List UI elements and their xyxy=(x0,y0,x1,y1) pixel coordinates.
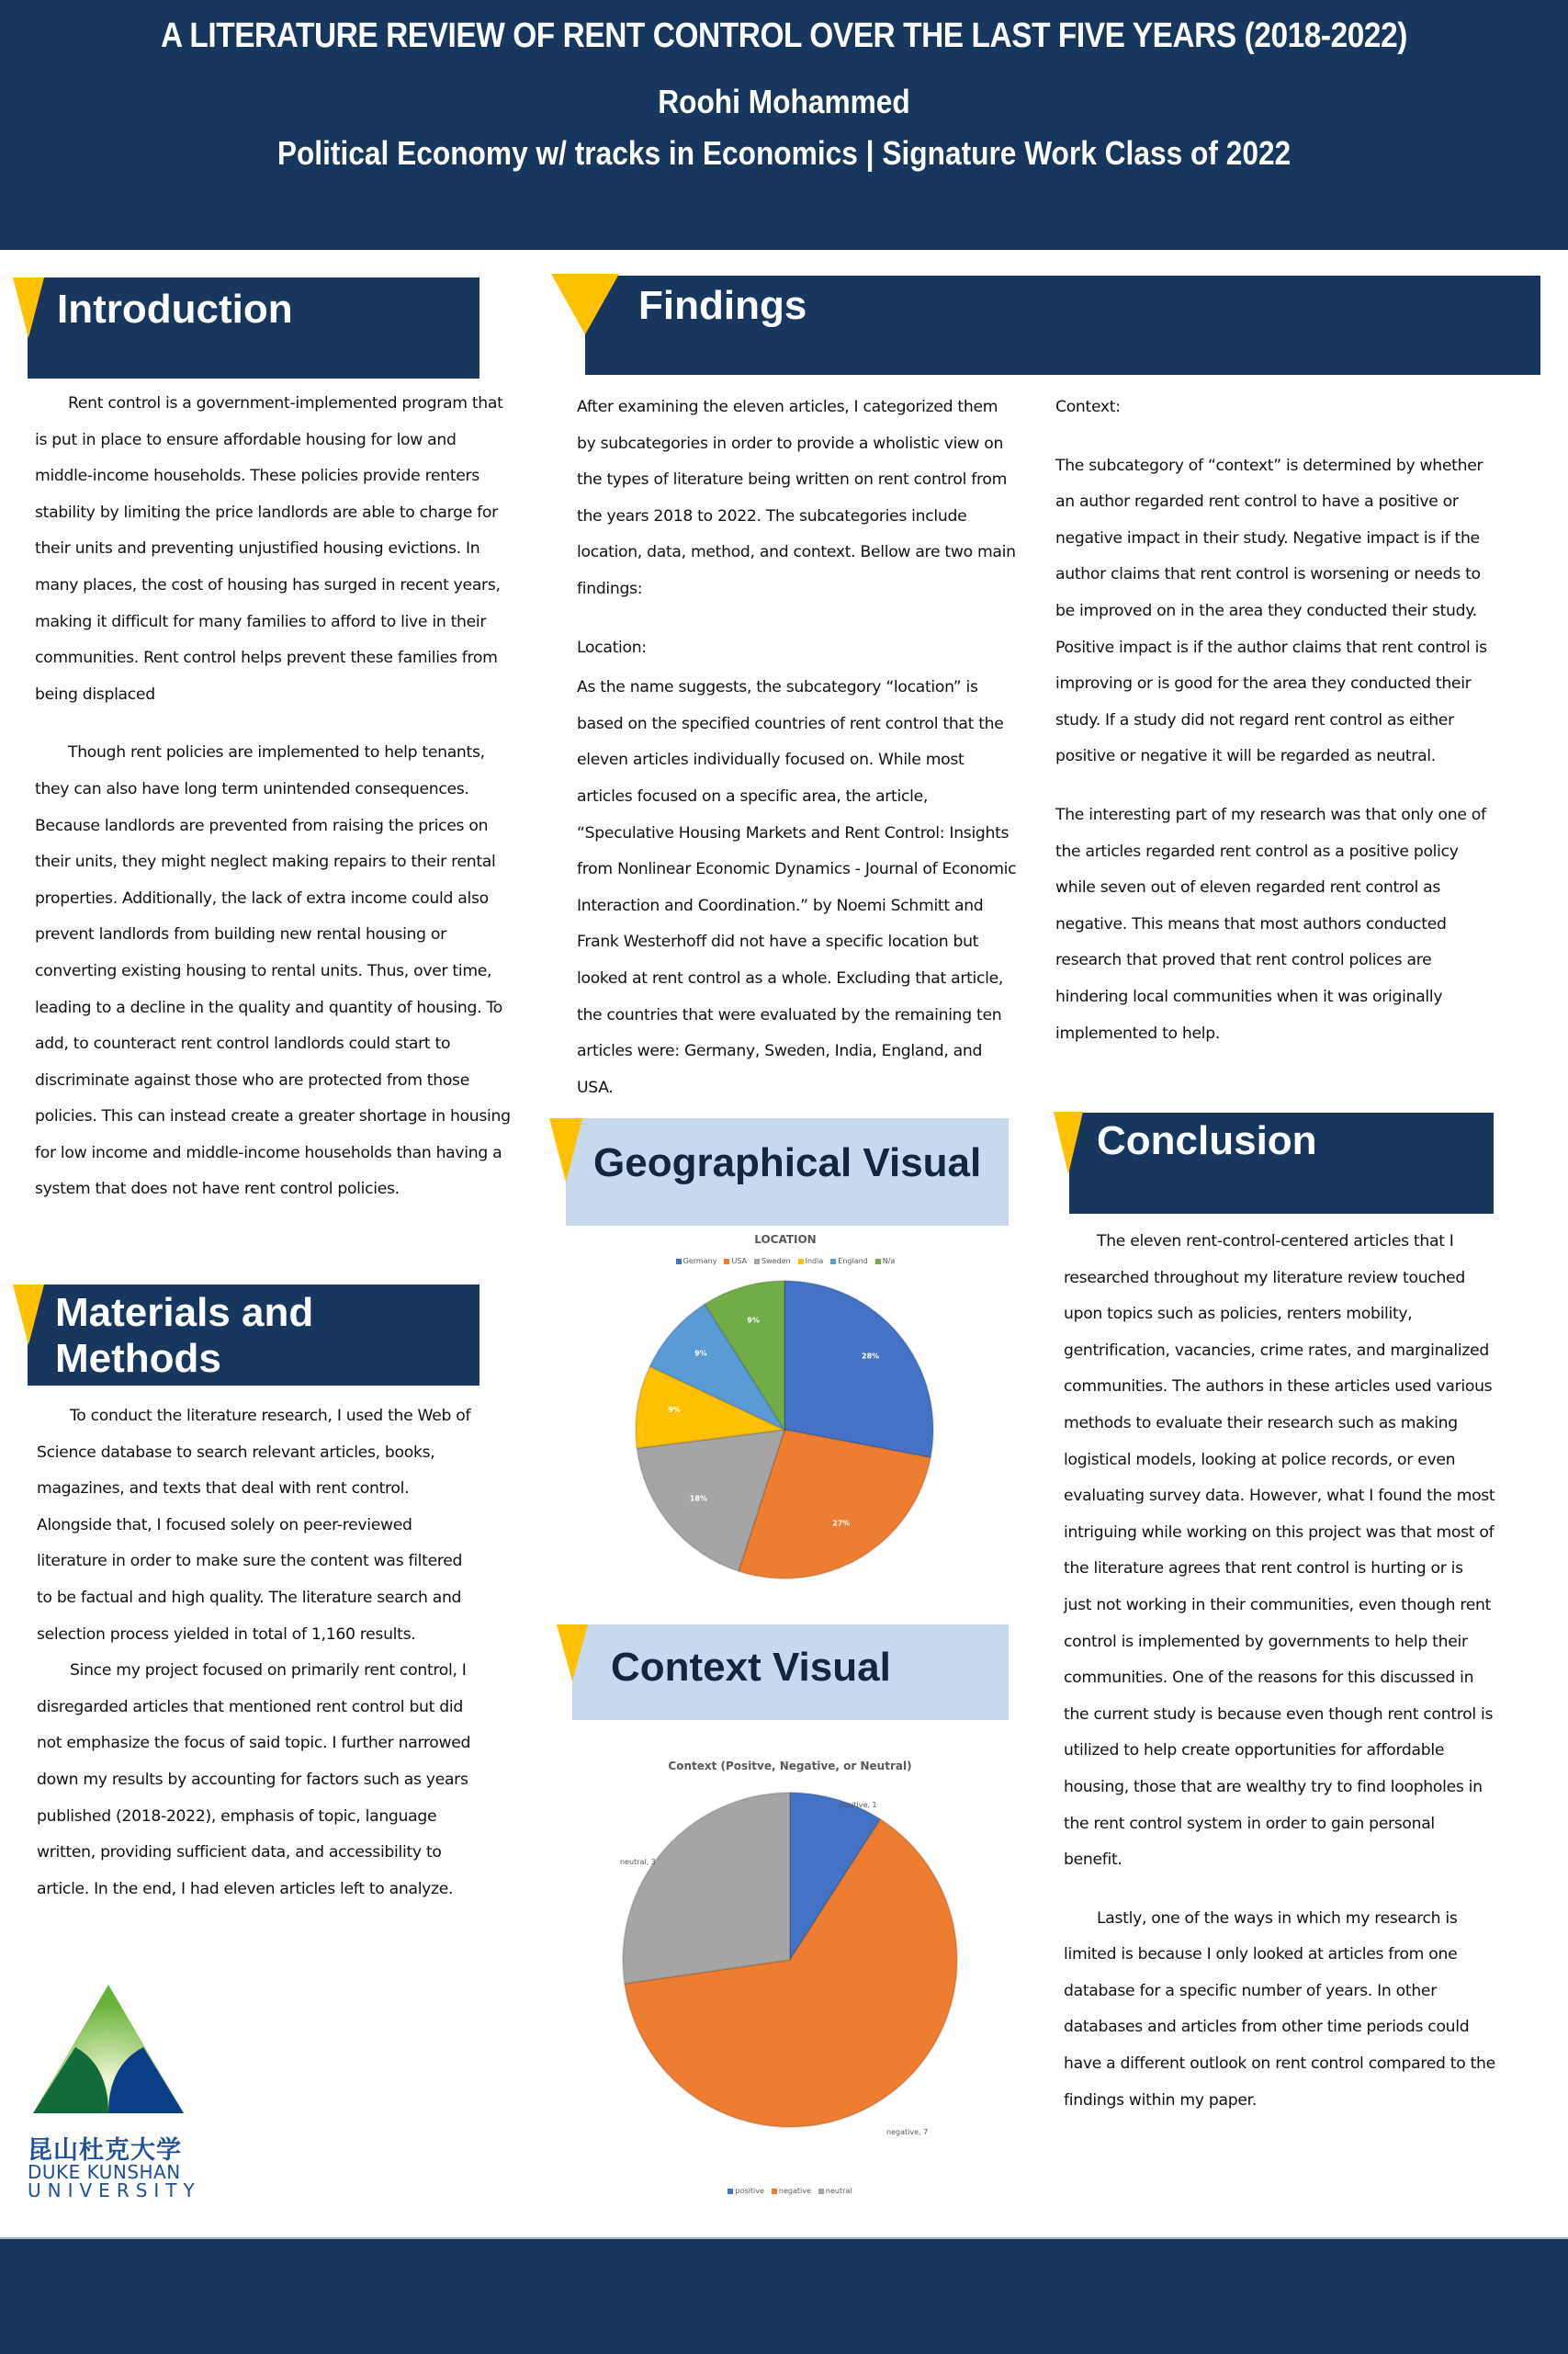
materials-methods-heading xyxy=(55,1290,313,1382)
findings-intro: After examining the eleven articles, I categorized them by subcategories in order to provide a wholistic view on the types of literature being written on rent control from the years 2018 to 2022. The subcategories include location, data, method, and context. Bellow are two main findings: xyxy=(577,398,1016,598)
logo-line-2: UNIVERSITY xyxy=(28,2179,201,2201)
findings-right-body xyxy=(1055,390,1496,1052)
legend-item-positive: positive xyxy=(728,2187,763,2195)
legend-item-na: N/a xyxy=(875,1257,896,1265)
context-chart-legend xyxy=(680,2187,900,2195)
context-chart-title: Context (Positve, Negative, or Neutral) xyxy=(668,1760,912,1772)
positive-data-label: positive, 1 xyxy=(839,1801,877,1809)
conclusion-body xyxy=(1064,1224,1495,2119)
logo-line-1: DUKE KUNSHAN xyxy=(28,2161,181,2183)
accent-triangle-icon xyxy=(551,274,619,334)
poster-header xyxy=(0,0,1568,250)
findings-header xyxy=(585,276,1540,375)
accent-triangle-icon xyxy=(557,1624,588,1681)
introduction-header xyxy=(28,277,479,379)
context-pie-chart xyxy=(606,1792,974,2141)
mm-paragraph-2: Since my project focused on primarily rent control, I disregarded articles that mentioned rent control but did not emphasize the focus of said topic. I further narrowed down my results by accounting for factors such as years published (2018-2022), emphasis of topic, language written, providing sufficient data, and accessibility to article. In the end, I had eleven articles left to analyze. xyxy=(37,1661,471,1898)
legend-item-negative: negative xyxy=(772,2187,811,2195)
pie-percent-label: 18% xyxy=(689,1494,707,1503)
location-text: As the name suggests, the subcategory “location” is based on the specified countries of rent control that the eleven articles individually focused on. While most articles focused on a specific area, the article, “Speculative Housing Markets and Rent Control: Insights from Nonlinear Economic Dynamics - Journal of Economic Interaction and Coordination.” by Noemi Schmitt and Frank Westerhoff did not have a specific location but looked at rent control as a whole. Excluding that article, the countries that were evaluated by the remaining ten articles were: Germany, Sweden, India, England, and USA. xyxy=(577,678,1017,1097)
author-name: Roohi Mohammed xyxy=(658,83,910,120)
context-text: The subcategory of “context” is determined by whether an author regarded rent control to have a positive or negative impact in their study. Negative impact is if the author claims that rent control is worsening or needs to be improved on in the area they conducted their study. Positive impact is if the author claims that rent control is improving or is good for the area they conducted their study. If a study did not regard rent control as either positive or negative it will be regarded as neutral. xyxy=(1055,456,1487,766)
negative-data-label: negative, 7 xyxy=(886,2128,929,2136)
materials-methods-header xyxy=(28,1285,479,1386)
legend-item-sweden: Sweden xyxy=(754,1257,791,1265)
duke-kunshan-logo-icon xyxy=(28,1983,189,2116)
context-visual-heading: Context Visual xyxy=(611,1645,891,1690)
intro-paragraph-1: Rent control is a government-implemented program that is put in place to ensure affordable housing for low and middle-income households. These policies provide renters stability by limiting the price landlords are able to charge for their units and preventing unjustified housing evictions. In many places, the cost of housing has surged in recent years, making it difficult for many families to afford to live in their communities. Rent control helps prevent these families from being displaced xyxy=(35,394,503,704)
geo-visual-header xyxy=(566,1118,1009,1226)
context-label: Context: xyxy=(1055,398,1121,416)
location-label: Location: xyxy=(577,638,647,657)
location-pie-chart xyxy=(632,1279,944,1582)
neutral-data-label: neutral, 3 xyxy=(620,1858,656,1866)
findings-heading: Findings xyxy=(638,283,807,328)
poster-footer xyxy=(0,2237,1568,2354)
pie-percent-label: 28% xyxy=(862,1352,880,1361)
heading-line-1: Materials and xyxy=(55,1290,314,1335)
pie-percent-label: 9% xyxy=(747,1316,760,1325)
interesting-text: The interesting part of my research was that only one of the articles regarded rent control as a positive policy while seven out of eleven regarded rent control as negative. This means that most authors conducted research that proved that rent control polices are hindering local communities when it was originally implemented to help. xyxy=(1055,805,1486,1043)
mm-paragraph-1: To conduct the literature research, I used the Web of Science database to search relevant articles, books, magazines, and texts that deal with rent control. Alongside that, I focused solely on peer-reviewed literature in order to make sure the content was filtered to be factual and high quality. The literature search and selection process yielded in total of 1,160 results. xyxy=(37,1407,471,1644)
accent-triangle-icon xyxy=(1054,1112,1083,1174)
poster-title: A LITERATURE REVIEW OF RENT CONTROL OVER THE LAST FIVE YEARS (2018-2022) xyxy=(161,17,1407,55)
conclusion-heading: Conclusion xyxy=(1097,1118,1317,1163)
legend-item-neutral: neutral xyxy=(818,2187,852,2195)
legend-item-england: England xyxy=(830,1257,867,1265)
conclusion-paragraph-2: Lastly, one of the ways in which my research is limited is because I only looked at articles from one database for a specific number of years. In other databases and articles from other time periods could have a different outlook on rent control compared to the findings within my paper. xyxy=(1064,1908,1495,2110)
findings-left-body xyxy=(577,390,1018,1106)
intro-paragraph-2: Though rent policies are implemented to help tenants, they can also have long term unintended consequences. Because landlords are prevented from raising the prices on their units, they might neglect making repairs to their rental properties. Additionally, the lack of extra income could also prevent landlords from building new rental housing or converting existing housing to rental units. Thus, over time, leading to a decline in the quality and quantity of housing. To add, to counteract rent control landlords could start to discriminate against those who are protected from those policies. This can instead create a greater shortage in housing for low income and middle-income households than having a system that does not have rent control policies. xyxy=(35,743,511,1199)
pie-slice-neutral xyxy=(623,1793,790,1984)
materials-methods-body xyxy=(37,1398,478,1907)
accent-triangle-icon xyxy=(549,1118,582,1183)
context-visual-header xyxy=(572,1624,1009,1720)
pie-percent-label: 9% xyxy=(668,1405,681,1414)
conclusion-header xyxy=(1069,1113,1494,1214)
pie-percent-label: 27% xyxy=(832,1519,851,1528)
program-line: Political Economy w/ tracks in Economics | Signature Work Class of 2022 xyxy=(276,134,1292,172)
accent-triangle-icon xyxy=(13,1285,44,1345)
logo-chinese-name: 昆山杜克大学 xyxy=(28,2136,182,2165)
introduction-body xyxy=(35,386,513,1208)
conclusion-paragraph-1: The eleven rent-control-centered articles that I researched throughout my literature review touched upon topics such as policies, renters mobility, gentrification, vacancies, crime rates, and marginalized communities. The authors in these articles used various methods to evaluate their research such as making logistical models, looking at police records, or even evaluating survey data. However, what I found the most intriguing while working on this project was that most of the literature agrees that rent control is hurting or is just not working in their communities, even though rent control is implemented by governments to help their communities. One of the reasons for this discussed in the current study is because even though rent control is utilized to help create opportunities for affordable housing, those that are wealthy try to find loopholes in the rent control system in order to gain personal benefit. xyxy=(1064,1232,1495,1870)
location-chart-legend xyxy=(643,1257,928,1265)
accent-triangle-icon xyxy=(13,277,44,338)
legend-item-germany: Germany xyxy=(676,1257,717,1265)
heading-line-2: Methods xyxy=(55,1336,221,1381)
pie-slice-germany xyxy=(784,1281,933,1457)
legend-item-usa: USA xyxy=(724,1257,747,1265)
introduction-heading: Introduction xyxy=(57,287,293,332)
pie-percent-label: 9% xyxy=(694,1349,707,1358)
geo-visual-heading: Geographical Visual xyxy=(593,1140,982,1185)
location-chart-title: LOCATION xyxy=(754,1233,817,1246)
legend-item-india: India xyxy=(798,1257,824,1265)
